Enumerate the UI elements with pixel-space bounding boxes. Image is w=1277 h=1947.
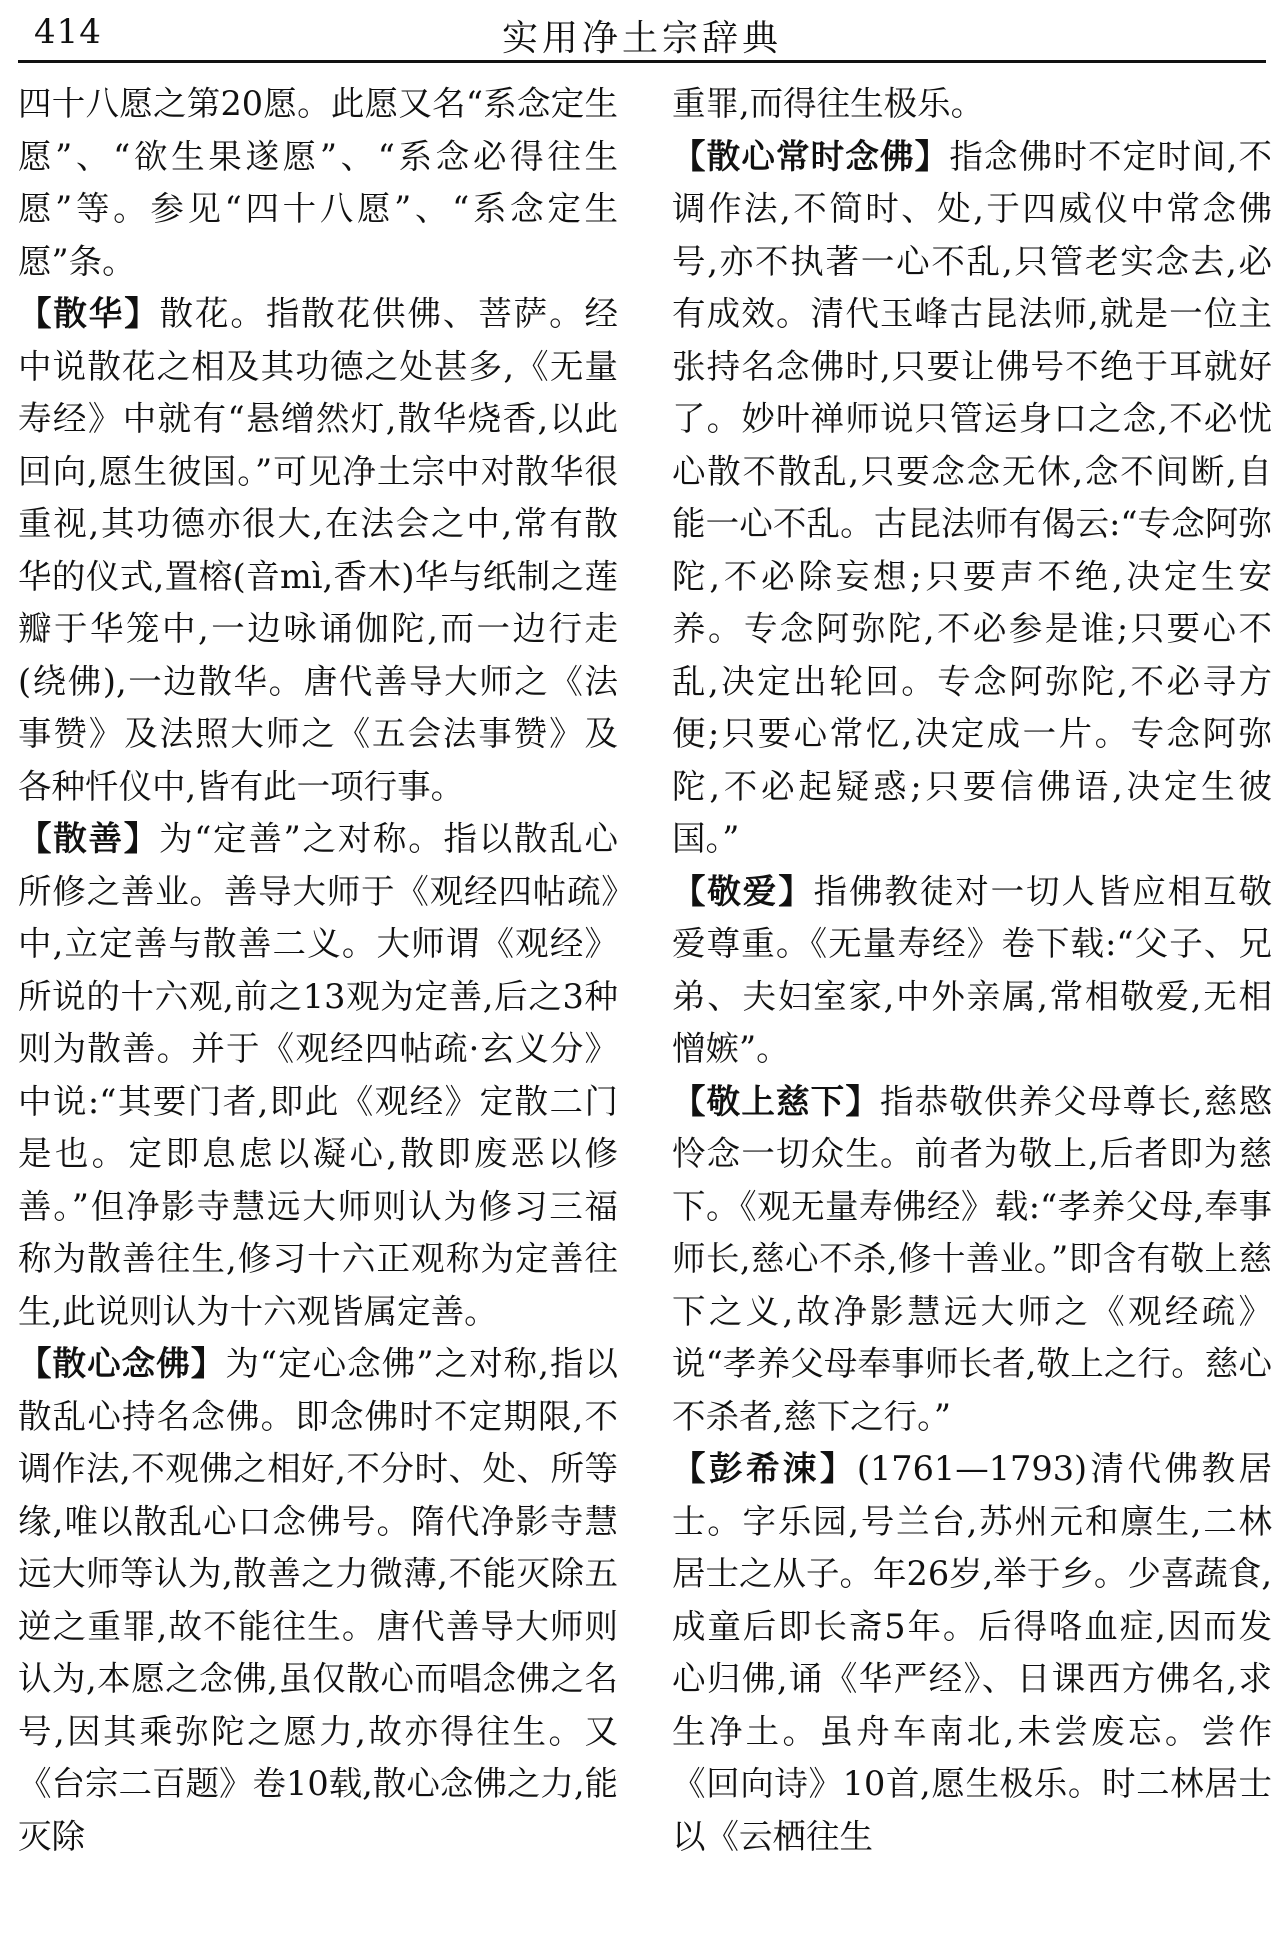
entry-text: (1761—1793)清代佛教居士。字乐园,号兰台,苏州元和廪生,二林居士之从子。年26岁,举于乡。少喜蔬食,成童后即长斋5年。后得咯血症,因而发心归佛,诵《华严经》、日课西方佛名,求生净土。虽舟车南北,未尝废忘。尝作《回向诗》10首,愿生极乐。时二林居士以《云栖往生 bbox=[672, 1449, 1272, 1856]
entry-sanxin-changshi-nianfo bbox=[672, 131, 1272, 866]
entry-jingai bbox=[672, 866, 1272, 1076]
entry-headword: 【彭希涑】 bbox=[672, 1449, 857, 1488]
page-header bbox=[18, 8, 1266, 59]
entry-text: 四十八愿之第20愿。此愿又名“系念定生愿”、“欲生果遂愿”、“系念必得往生愿”等。参见“四十八愿”、“系念定生愿”条。 bbox=[18, 84, 618, 281]
entry-continuation bbox=[672, 78, 1272, 131]
entry-peng-xisu bbox=[672, 1443, 1272, 1863]
entry-text: 指佛教徒对一切人皆应相互敬爱尊重。《无量寿经》卷下载:“父子、兄弟、夫妇室家,中外亲属,常相敬爱,无相憎嫉”。 bbox=[672, 871, 1272, 1068]
entry-text: 重罪,而得往生极乐。 bbox=[672, 84, 985, 123]
running-title: 实用净土宗辞典 bbox=[501, 18, 782, 59]
entry-sanshan bbox=[18, 813, 618, 1338]
page-number: 414 bbox=[34, 12, 102, 52]
entry-text: 为“定善”之对称。指以散乱心所修之善业。善导大师于《观经四帖疏》中,立定善与散善二义。大师谓《观经》所说的十六观,前之13观为定善,后之3种则为散善。并于《观经四帖疏·玄义分》中说:“其要门者,即此《观经》定散二门是也。定即息虑以凝心,散即废恶以修善。”但净影寺慧远大师则认为修习三福称为散善往生,修习十六正观称为定善往生,此说则认为十六观皆属定善。 bbox=[18, 819, 618, 1331]
entry-headword: 【散心常时念佛】 bbox=[672, 136, 950, 176]
entry-jingshang-cixia bbox=[672, 1076, 1272, 1444]
entry-sanhua bbox=[18, 288, 618, 813]
entry-headword: 【散心念佛】 bbox=[18, 1344, 226, 1383]
entry-text: 为“定心念佛”之对称,指以散乱心持名念佛。即念佛时不定期限,不调作法,不观佛之相好,不分时、处、所等缘,唯以散乱心口念佛号。隋代净影寺慧远大师等认为,散善之力微薄,不能灭除五逆之重罪,故不能往生。唐代善导大师则认为,本愿之念佛,虽仅散心而唱念佛之名号,因其乘弥陀之愿力,故亦得往生。又《台宗二百题》卷10载,散心念佛之力,能灭除 bbox=[18, 1344, 619, 1856]
left-column bbox=[18, 78, 618, 1863]
header-rule bbox=[18, 60, 1266, 63]
entry-text: 指恭敬供养父母尊长,慈愍怜念一切众生。前者为敬上,后者即为慈下。《观无量寿佛经》载:“孝养父母,奉事师长,慈心不杀,修十善业。”即含有敬上慈下之义,故净影慧远大师之《观经疏》说“孝养父母奉事师长者,敬上之行。慈心不杀者,慈下之行。” bbox=[672, 1081, 1273, 1436]
entry-headword: 【散善】 bbox=[18, 819, 159, 858]
entry-headword: 【敬爱】 bbox=[672, 871, 814, 911]
entry-text: 散花。指散花供佛、菩萨。经中说散花之相及其功德之处甚多,《无量寿经》中就有“悬缯然灯,散华烧香,以此回向,愿生彼国。”可见净土宗中对散华很重视,其功德亦很大,在法会之中,常有散华的仪式,置榕(音mì,香木)华与纸制之莲瓣于华笼中,一边咏诵伽陀,而一边行走(绕佛),一边散华。唐代善导大师之《法事赞》及法照大师之《五会法事赞》及各种忏仪中,皆有此一项行事。 bbox=[18, 294, 618, 806]
right-column bbox=[672, 78, 1272, 1863]
entry-headword: 【散华】 bbox=[18, 294, 160, 333]
entry-text: 指念佛时不定时间,不调作法,不简时、处,于四威仪中常念佛号,亦不执著一心不乱,只管老实念去,必有成效。清代玉峰古昆法师,就是一位主张持名念佛时,只要让佛号不绝于耳就好了。妙叶禅师说只管运身口之念,不必忧心散不散乱,只要念念无休,念不间断,自能一心不乱。古昆法师有偈云:“专念阿弥陀,不必除妄想;只要声不绝,决定生安养。专念阿弥陀,不必参是谁;只要心不乱,决定出轮回。专念阿弥陀,不必寻方便;只要心常忆,决定成一片。专念阿弥陀,不必起疑惑;只要信佛语,决定生彼国。” bbox=[672, 136, 1272, 858]
entry-continuation bbox=[18, 78, 618, 288]
entry-sanxin-nianfo bbox=[18, 1338, 618, 1863]
entry-headword: 【敬上慈下】 bbox=[672, 1081, 881, 1121]
